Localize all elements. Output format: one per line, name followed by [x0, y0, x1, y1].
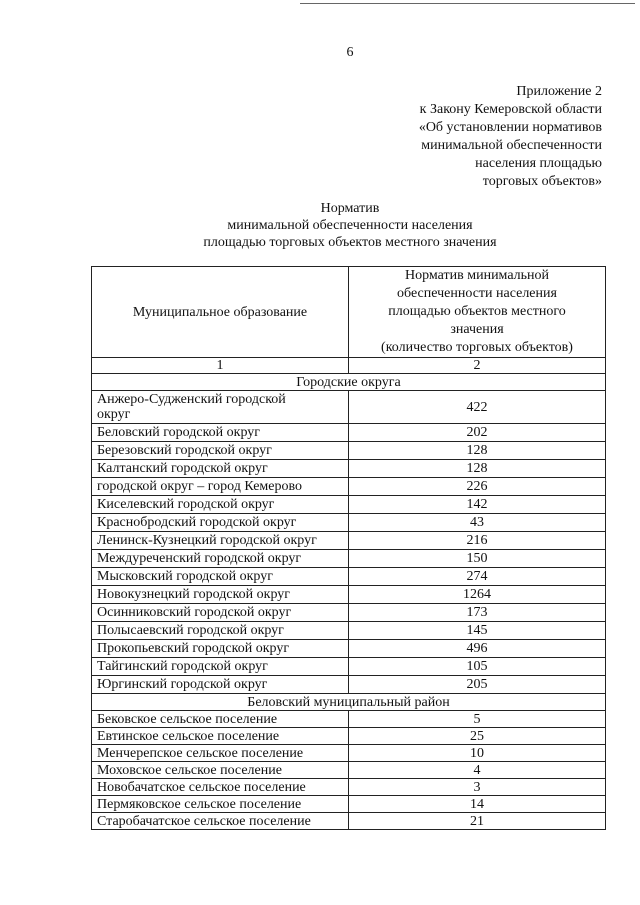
municipality-name: Прокопьевский городской округ	[92, 640, 349, 658]
municipality-name: Краснобродский городской округ	[92, 514, 349, 532]
title-line: минимальной обеспеченности населения	[227, 218, 473, 233]
table-row	[92, 586, 606, 604]
table-row	[92, 796, 606, 813]
appendix-line: «Об установлении нормативов	[418, 120, 602, 135]
table-row	[92, 442, 606, 460]
municipality-name-line: Анжеро-Судженский городской	[97, 392, 286, 407]
header-norm-line: площадью объектов местного	[388, 304, 566, 319]
municipality-name: Бековское сельское поселение	[92, 711, 349, 728]
municipality-name: Осинниковский городской округ	[92, 604, 349, 622]
appendix-line: к Закону Кемеровской области	[419, 102, 602, 117]
norm-value: 10	[349, 745, 606, 762]
appendix-line: торговых объектов»	[482, 174, 602, 189]
norm-value: 43	[349, 514, 606, 532]
table-row	[92, 745, 606, 762]
table-row	[92, 604, 606, 622]
title-line: площадью торговых объектов местного значения	[203, 235, 497, 250]
norm-value: 1264	[349, 586, 606, 604]
norm-value: 21	[349, 813, 606, 830]
table-row	[92, 622, 606, 640]
table-row	[92, 728, 606, 745]
appendix-block	[419, 83, 602, 191]
municipality-name: Пермяковское сельское поселение	[92, 796, 349, 813]
document-title	[0, 200, 640, 251]
header-norm-line: обеспеченности населения	[397, 286, 557, 301]
municipality-name: Беловский городской округ	[92, 424, 349, 442]
municipality-name: Новобачатское сельское поселение	[92, 779, 349, 796]
table-row	[92, 676, 606, 694]
norm-value: 4	[349, 762, 606, 779]
municipality-name: Мысковский городской округ	[92, 568, 349, 586]
column-number: 2	[349, 358, 606, 374]
norm-value: 3	[349, 779, 606, 796]
header-norm-line: значения	[450, 322, 504, 337]
norm-value: 145	[349, 622, 606, 640]
table-row	[92, 640, 606, 658]
table-row	[92, 813, 606, 830]
norm-value: 5	[349, 711, 606, 728]
municipality-name: Моховское сельское поселение	[92, 762, 349, 779]
header-norm-line: Норматив минимальной	[404, 268, 550, 283]
table-row	[92, 711, 606, 728]
norm-value: 422	[349, 391, 606, 424]
page-number: 6	[346, 45, 354, 60]
municipality-name: Новокузнецкий городской округ	[92, 586, 349, 604]
norm-value: 14	[349, 796, 606, 813]
table-row	[92, 424, 606, 442]
norm-value: 226	[349, 478, 606, 496]
municipality-name: Березовский городской округ	[92, 442, 349, 460]
title-line: Норматив	[320, 201, 380, 216]
municipality-name: Юргинский городской округ	[92, 676, 349, 694]
norm-value: 216	[349, 532, 606, 550]
municipality-name: Ленинск-Кузнецкий городской округ	[92, 532, 349, 550]
norm-value: 128	[349, 460, 606, 478]
municipality-name: Менчерепское сельское поселение	[92, 745, 349, 762]
column-number: 1	[92, 358, 349, 374]
municipality-name: городской округ – город Кемерово	[92, 478, 349, 496]
municipality-name	[92, 391, 349, 424]
norm-value: 150	[349, 550, 606, 568]
norm-value: 173	[349, 604, 606, 622]
municipality-name: Старобачатское сельское поселение	[92, 813, 349, 830]
municipality-name: Киселевский городской округ	[92, 496, 349, 514]
section-row	[92, 374, 606, 391]
table-row	[92, 514, 606, 532]
municipality-name-line: округ	[97, 407, 131, 422]
norm-value: 128	[349, 442, 606, 460]
header-norm-line: (количество торговых объектов)	[381, 340, 573, 355]
norm-value: 274	[349, 568, 606, 586]
section-title: Городские округа	[92, 374, 606, 391]
norm-value: 25	[349, 728, 606, 745]
norm-value: 496	[349, 640, 606, 658]
norm-table	[91, 266, 606, 830]
table-row	[92, 391, 606, 424]
appendix-line: минимальной обеспеченности	[421, 138, 602, 153]
norm-value: 142	[349, 496, 606, 514]
top-rule	[300, 3, 635, 4]
norm-value: 202	[349, 424, 606, 442]
appendix-line: населения площадью	[475, 156, 602, 171]
table-row	[92, 532, 606, 550]
norm-value: 205	[349, 676, 606, 694]
municipality-name: Тайгинский городской округ	[92, 658, 349, 676]
table-row	[92, 496, 606, 514]
norm-value: 105	[349, 658, 606, 676]
section-title: Беловский муниципальный район	[92, 694, 606, 711]
appendix-line: Приложение 2	[516, 84, 602, 99]
header-norm	[349, 267, 606, 358]
table-row	[92, 550, 606, 568]
municipality-name: Евтинское сельское поселение	[92, 728, 349, 745]
table-row	[92, 568, 606, 586]
table-row	[92, 460, 606, 478]
table-row	[92, 762, 606, 779]
header-municipality: Муниципальное образование	[92, 267, 349, 358]
section-row	[92, 694, 606, 711]
municipality-name: Калтанский городской округ	[92, 460, 349, 478]
municipality-name: Междуреченский городской округ	[92, 550, 349, 568]
table-row	[92, 478, 606, 496]
table-row	[92, 779, 606, 796]
municipality-name: Полысаевский городской округ	[92, 622, 349, 640]
table-row	[92, 658, 606, 676]
